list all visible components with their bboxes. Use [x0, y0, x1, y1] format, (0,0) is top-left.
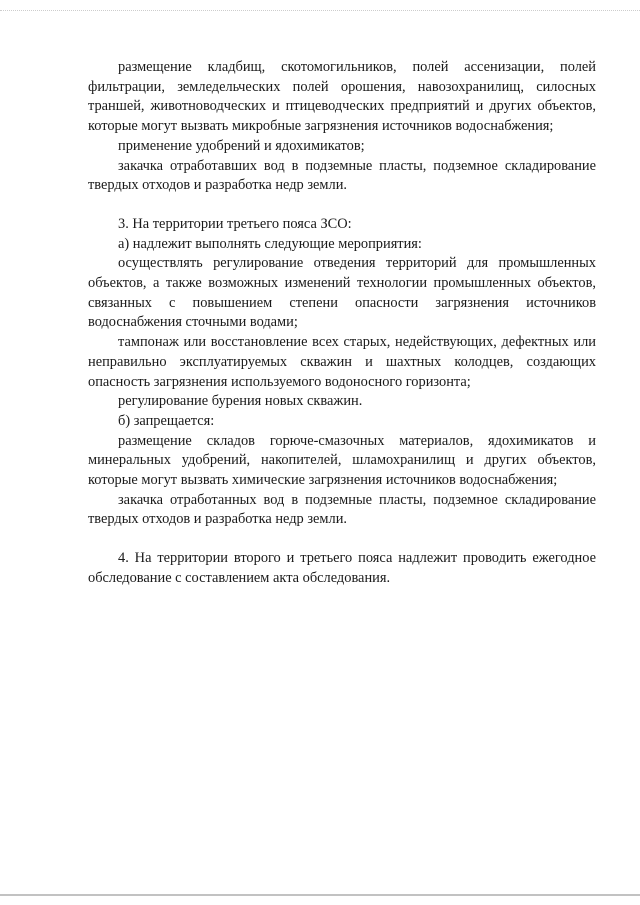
scan-edge-bottom: [0, 894, 640, 896]
section-3-heading: 3. На территории третьего пояса ЗСО:: [118, 215, 352, 232]
paragraph-injection-waste-2: закачка отработанных вод в подземные пласты, подземное складирование твердых отходов и разработка недр земли.: [88, 491, 596, 528]
paragraph-well-plugging: тампонаж или восстановление всех старых, недействующих, дефектных или неправильно эксплуатируемых скважин и шахтных колодцев, создающих опасность загрязнения используемого водоносного горизонта;: [88, 334, 596, 390]
paragraph-drilling-regulation: регулирование бурения новых скважин.: [118, 393, 363, 410]
subsection-b-heading: б) запрещается:: [118, 412, 215, 429]
document-body: [88, 58, 596, 589]
paragraph-territory-regulation: осуществлять регулирование отведения территорий для промышленных объектов, а также возможных изменений технологии промышленных объектов, связанных с повышением степени опасности загрязнения источников водоснабжения сточными водами;: [88, 255, 596, 331]
paragraph-cemeteries: размещение кладбищ, скотомогильников, полей ассенизации, полей фильтрации, земледельческих полей орошения, навозохранилищ, силосных траншей, животноводческих и птицеводческих предприятий и других объектов, которые могут вызвать микробные загрязнения источников водоснабжения;: [88, 59, 596, 135]
section-gap: [88, 196, 596, 215]
paragraph-fuel-storage: размещение складов горюче-смазочных материалов, ядохимикатов и минеральных удобрений, накопителей, шламохранилищ и других объектов, которые могут вызвать химические загрязнения источников водоснабжения;: [88, 432, 596, 489]
paragraph-injection-waste: закачка отработавших вод в подземные пласты, подземное складирование твердых отходов и разработка недр земли.: [88, 157, 596, 194]
section-gap: [88, 530, 596, 549]
paragraph-fertilizers: применение удобрений и ядохимикатов;: [118, 137, 365, 154]
section-4-paragraph: 4. На территории второго и третьего пояса надлежит проводить ежегодное обследование с составлением акта обследования.: [88, 550, 596, 586]
scan-edge-top: [0, 10, 640, 11]
subsection-a-heading: а) надлежит выполнять следующие мероприятия:: [118, 235, 422, 252]
